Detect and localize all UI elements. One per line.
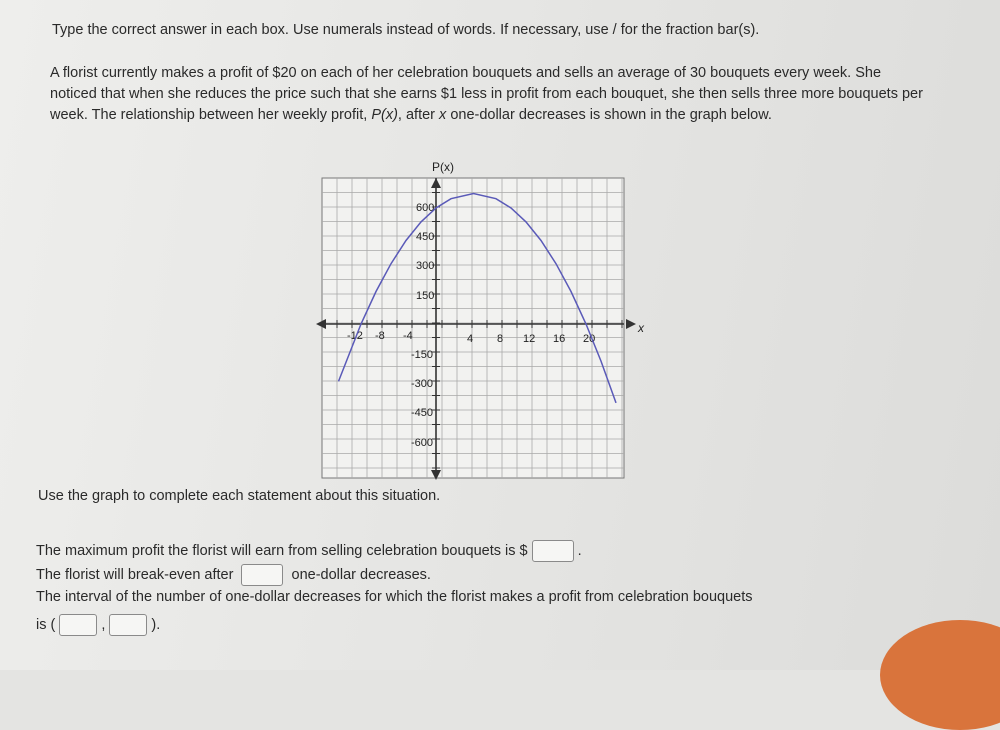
statement-interval	[36, 589, 753, 605]
use-graph-prompt: Use the graph to complete each statement about this situation.	[38, 488, 441, 504]
interval-close-paren: ).	[151, 616, 161, 633]
x-tick-label: -12	[347, 330, 363, 342]
y-tick-label: -600	[411, 437, 434, 449]
y-tick-label: 150	[416, 290, 435, 302]
variable-name: x	[439, 107, 447, 123]
problem-part2: , after	[397, 107, 435, 123]
statement-interval-answer	[36, 614, 160, 636]
x-tick-label: -8	[375, 330, 385, 342]
statement-max-profit-text: The maximum profit the florist will earn from selling celebration bouquets is $	[36, 542, 528, 559]
x-axis-left-arrow-icon	[316, 319, 326, 329]
instruction-text: Type the correct answer in each box. Use numerals instead of words. If necessary, use / for the fraction bar(s).	[52, 22, 760, 38]
break-even-answer-box[interactable]	[241, 564, 283, 586]
statement-break-even	[36, 564, 431, 586]
y-axis-label: P(x)	[432, 160, 454, 174]
interval-end-answer-box[interactable]	[109, 614, 147, 636]
x-tick-label: 20	[583, 333, 596, 345]
x-tick-label: 8	[497, 333, 504, 345]
y-tick-label: -150	[411, 349, 434, 361]
problem-part3: one-dollar decreases is shown in the graph below.	[450, 107, 772, 123]
y-tick-label: -450	[411, 407, 434, 419]
interval-start-answer-box[interactable]	[59, 614, 97, 636]
statement-interval-text: The interval of the number of one-dollar decreases for which the florist makes a profit from celebration bouquets	[36, 589, 753, 605]
x-axis-label: x	[638, 321, 644, 335]
statement-max-profit-end: .	[577, 542, 582, 559]
interval-open-paren: is (	[36, 616, 56, 633]
x-tick-label: -4	[403, 330, 413, 342]
max-profit-answer-box[interactable]	[532, 540, 574, 562]
statement-break-even-end: one-dollar decreases.	[291, 566, 431, 583]
x-tick-label: 4	[467, 333, 474, 345]
statement-max-profit	[36, 540, 582, 562]
y-tick-label: 450	[416, 231, 435, 243]
statement-break-even-text: The florist will break-even after	[36, 566, 234, 583]
y-tick-label: -300	[411, 378, 434, 390]
x-tick-label: 12	[523, 333, 536, 345]
problem-part1: A florist currently makes a profit of $20 on each of her celebration bouquets and sells an average of 30 bouquets every week. She noticed that when she reduces the price such that she earns $1 less in profit from each bouquet, she then sells three more bouquets per week. The relationship between her weekly profit,	[50, 65, 923, 123]
x-axis-arrow-icon	[626, 319, 636, 329]
x-tick-label: 16	[553, 333, 566, 345]
y-tick-label: 600	[416, 202, 435, 214]
interval-comma: ,	[101, 616, 106, 633]
y-tick-label: 300	[416, 260, 435, 272]
function-name: P(x)	[371, 107, 398, 123]
